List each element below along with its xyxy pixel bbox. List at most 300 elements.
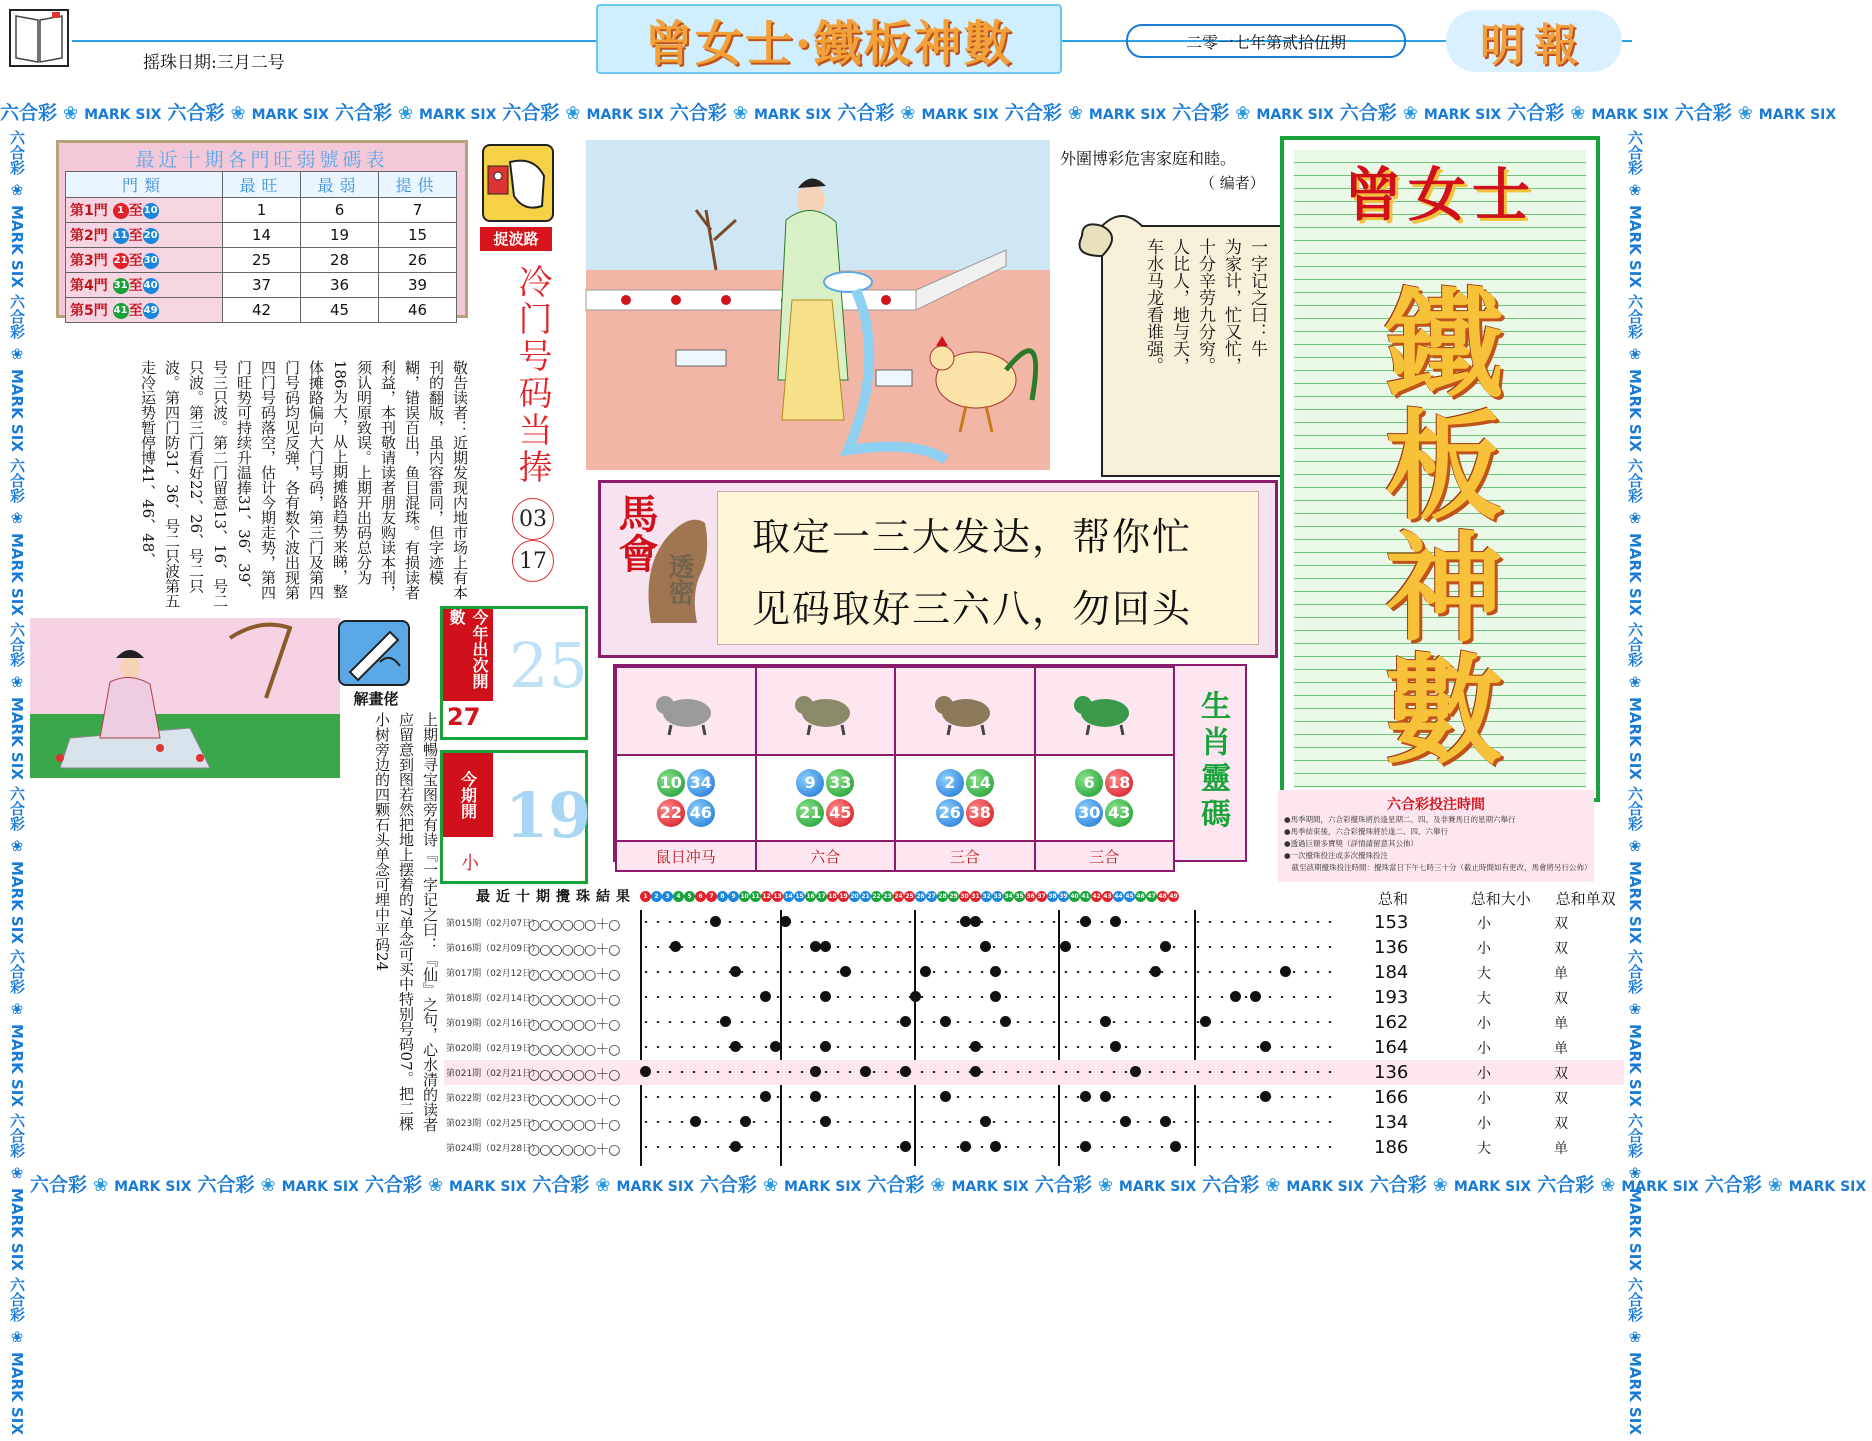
hit-dot [900, 1016, 911, 1027]
result-row [444, 1060, 1624, 1085]
banner-marksix-text: MARK SIX [1626, 1352, 1644, 1436]
zodiac-label: 三合 [895, 841, 1035, 871]
strip-ball: 38 [1048, 893, 1057, 900]
result-issue: 第021期（02月21日） [446, 1069, 541, 1079]
number-ball: 43 [1105, 799, 1133, 827]
best-cell: 37 [222, 273, 300, 298]
result-big-small: 小 [1477, 1091, 1491, 1107]
number-ball: 33 [826, 769, 854, 797]
hit-dot [1110, 1041, 1121, 1052]
flower-icon: ❀ [1600, 1175, 1616, 1196]
banner-marksix-text: MARK SIX [8, 1024, 26, 1108]
strip-ball: 41 [1081, 893, 1090, 900]
brush-icon [340, 622, 408, 684]
strip-ball: 12 [762, 893, 771, 900]
result-big-small: 大 [1477, 966, 1491, 982]
verse-line-1: 取定一三大发达，帮你忙 [752, 515, 1193, 559]
result-big-small: 大 [1477, 1141, 1491, 1157]
zodiac-animal-icon [651, 679, 721, 739]
banner-lhc-text: 六合彩 [1339, 102, 1397, 124]
strip-ball: 32 [982, 893, 991, 900]
strip-ball: 35 [1015, 893, 1024, 900]
result-big-small: 小 [1477, 1041, 1491, 1057]
title-panel [1280, 136, 1600, 802]
flower-icon: ❀ [1626, 344, 1644, 363]
banner-lhc-text: 六合彩 [1004, 102, 1062, 124]
banner-marksix-text: MARK SIX [586, 107, 664, 123]
banner-lhc-text: 六合彩 [1704, 1174, 1762, 1196]
result-row [444, 935, 1624, 960]
poem-line: 人比人，地与天， [1169, 238, 1189, 374]
explain-label: 解畫佬 [353, 690, 399, 708]
poem-line: 一字记之曰：牛 [1247, 238, 1267, 357]
result-circles-icon: ○○○○○○＋○ [528, 1092, 620, 1108]
hit-dot [900, 1141, 911, 1152]
banner-marksix-text: MARK SIX [1423, 107, 1502, 123]
strip-ball: 23 [883, 893, 892, 900]
strip-ball: 34 [1004, 893, 1013, 900]
number-ball: 14 [966, 769, 994, 797]
hit-dot [1200, 1016, 1211, 1027]
banner-lhc-text: 六合彩 [1674, 102, 1732, 124]
hit-dot [810, 1091, 821, 1102]
result-sum: 136 [1374, 1062, 1409, 1083]
zodiac-balls-cell [1035, 755, 1175, 841]
banner-marksix-text: MARK SIX [8, 860, 26, 944]
banner-lhc-text: 六合彩 [1626, 949, 1644, 995]
cold-number-2: 17 [512, 540, 554, 582]
poem-line: 车水马龙看谁强。 [1143, 238, 1163, 374]
hit-dot [820, 991, 831, 1002]
hit-dot [940, 1091, 951, 1102]
result-circles-icon: ○○○○○○＋○ [528, 1117, 620, 1133]
banner-marksix-text: MARK SIX [1626, 532, 1644, 616]
number-ball: 22 [657, 799, 685, 827]
hit-dot [1080, 916, 1091, 927]
hit-dot [960, 1141, 971, 1152]
hit-dot [740, 1116, 751, 1127]
flower-icon: ❀ [1737, 103, 1753, 124]
hit-dot [730, 966, 741, 977]
zodiac-animal-icon [930, 679, 1000, 739]
col-header: 提供 [378, 172, 456, 198]
flower-icon: ❀ [8, 1328, 26, 1347]
flower-icon: ❀ [8, 672, 26, 691]
col-header: 最旺 [222, 172, 300, 198]
banner-marksix-text: MARK SIX [281, 1179, 359, 1195]
door-stats-grid [65, 171, 457, 323]
number-ball: 38 [966, 799, 994, 827]
door-row [66, 198, 457, 223]
result-sum: 193 [1374, 987, 1409, 1008]
scroll-author: （ 编者） [1200, 174, 1265, 192]
brand-logo: 明報 [1446, 10, 1622, 72]
flower-icon: ❀ [930, 1175, 946, 1196]
hit-dot [1110, 916, 1121, 927]
zodiac-balls-cell [895, 755, 1035, 841]
hit-dot [1170, 1141, 1181, 1152]
hit-dot [720, 1016, 731, 1027]
draw-date: 摇珠日期:三月二号 [143, 53, 285, 73]
result-circles-icon: ○○○○○○＋○ [528, 992, 620, 1008]
flower-icon: ❀ [595, 1175, 611, 1196]
banner-lhc-text: 六合彩 [1034, 1174, 1092, 1196]
to-ball: 30 [143, 253, 159, 269]
scene-illustration-2 [30, 618, 340, 778]
result-odd-even: 双 [1554, 941, 1568, 957]
strip-ball: 15 [795, 893, 804, 900]
hit-dot [970, 1066, 981, 1077]
strip-ball: 30 [960, 893, 969, 900]
worst-cell: 36 [300, 273, 378, 298]
result-row [444, 1035, 1624, 1060]
strip-ball: 21 [861, 893, 870, 900]
door-name: 第2門 [70, 228, 108, 244]
hit-dot [900, 1066, 911, 1077]
result-odd-even: 双 [1554, 916, 1568, 932]
number-ball: 10 [657, 769, 685, 797]
banner-marksix-text: MARK SIX [1626, 205, 1644, 288]
result-big-small: 小 [1477, 941, 1491, 957]
banner-lhc-text: 六合彩 [8, 785, 26, 831]
banner-lhc-text: 六合彩 [8, 949, 26, 995]
banner-lhc-text: 六合彩 [867, 1174, 925, 1196]
strip-ball: 37 [1037, 893, 1046, 900]
strip-ball: 46 [1136, 893, 1145, 900]
strip-ball: 42 [1092, 893, 1101, 900]
number-ball: 9 [796, 769, 824, 797]
results-grid [444, 910, 1624, 1166]
banner-bottom [30, 1170, 1867, 1198]
banner-lhc-text: 六合彩 [1626, 1277, 1644, 1323]
number-strip [640, 886, 1179, 905]
banner-lhc-text: 六合彩 [1626, 293, 1644, 339]
to-label: 至 [128, 253, 143, 269]
banner-marksix-text: MARK SIX [1626, 860, 1644, 944]
verse-line-2: 见码取好三六八，勿回头 [752, 587, 1193, 631]
door-cell [66, 223, 223, 248]
banner-lhc-text: 六合彩 [8, 130, 26, 175]
result-circles-icon: ○○○○○○＋○ [528, 942, 620, 958]
col-odd-even: 总和单双 [1555, 890, 1616, 908]
result-sum: 162 [1374, 1012, 1409, 1033]
strip-ball: 33 [993, 893, 1002, 900]
col-big-small: 总和大小 [1470, 890, 1531, 908]
banner-lhc-text: 六合彩 [334, 102, 392, 124]
banner-marksix-text: MARK SIX [8, 696, 26, 780]
col-sum: 总和 [1378, 890, 1409, 908]
result-circles-icon: ○○○○○○＋○ [528, 1017, 620, 1033]
hit-dot [990, 966, 1001, 977]
result-sum: 164 [1374, 1037, 1409, 1058]
hit-dot [1230, 991, 1241, 1002]
hit-dot [1250, 991, 1261, 1002]
hit-dot [1100, 1016, 1111, 1027]
hit-dot [1080, 1091, 1091, 1102]
flower-icon: ❀ [8, 1000, 26, 1019]
result-sum: 134 [1374, 1112, 1409, 1133]
banner-lhc-text: 六合彩 [8, 457, 26, 503]
catch-icon [482, 144, 554, 222]
hit-dot [760, 1091, 771, 1102]
result-sum: 186 [1374, 1137, 1409, 1158]
explain-icon [338, 620, 410, 686]
banner-lhc-text: 六合彩 [1202, 1174, 1260, 1196]
schedule-item: 截至該期攪珠投注時間：攪珠當日下午七時三十分（截止時間如有更改，馬會將另行公佈） [1284, 863, 1592, 872]
hit-dot [940, 1016, 951, 1027]
panel-char-3: 神 [1384, 519, 1503, 658]
to-ball: 49 [143, 303, 159, 319]
flower-icon: ❀ [1626, 1164, 1644, 1183]
result-big-small: 小 [1477, 916, 1491, 932]
offer-cell: 46 [378, 298, 456, 323]
strip-ball: 25 [905, 893, 914, 900]
result-odd-even: 双 [1554, 1066, 1568, 1082]
strip-ball: 6 [695, 891, 706, 902]
result-issue: 第017期（02月12日） [446, 969, 541, 979]
banner-marksix-text: MARK SIX [1626, 1188, 1644, 1272]
flower-icon: ❀ [260, 1175, 276, 1196]
flower-icon: ❀ [427, 1175, 444, 1196]
dot-trail [640, 971, 1334, 973]
banner-marksix-text: MARK SIX [1626, 368, 1644, 452]
result-big-small: 大 [1477, 991, 1491, 1007]
hit-dot [820, 1041, 831, 1052]
flower-icon: ❀ [1767, 1175, 1783, 1196]
zodiac-label: 六合 [756, 841, 896, 871]
worst-cell: 6 [300, 198, 378, 223]
banner-lhc-text: 六合彩 [1626, 457, 1644, 503]
zodiac-balls-cell [756, 755, 896, 841]
number-ball: 30 [1075, 799, 1103, 827]
panel-char-2: 板 [1384, 397, 1503, 536]
banner-lhc-text: 六合彩 [1507, 102, 1565, 124]
strip-ball: 31 [971, 893, 980, 900]
strip-ball: 7 [706, 891, 717, 902]
strip-ball: 40 [1070, 893, 1079, 900]
door-stats-table [56, 140, 468, 318]
door-cell [66, 248, 223, 273]
banner-lhc-text: 六合彩 [197, 1174, 255, 1196]
result-issue: 第018期（02月14日） [446, 994, 541, 1004]
flower-icon: ❀ [1626, 1000, 1644, 1019]
result-issue: 第016期（02月09日） [446, 944, 541, 954]
hit-dot [1260, 1091, 1271, 1102]
door-name: 第3門 [70, 253, 108, 269]
strip-ball: 28 [938, 893, 947, 900]
hit-dot [910, 991, 921, 1002]
banner-lhc-text: 六合彩 [167, 102, 225, 124]
flower-icon: ❀ [1432, 1175, 1448, 1196]
banner-marksix-text: MARK SIX [1286, 1179, 1364, 1195]
strip-ball: 14 [784, 893, 793, 900]
result-circles-icon: ○○○○○○＋○ [528, 1067, 620, 1083]
result-sum: 166 [1374, 1087, 1409, 1108]
results-columns [1378, 888, 1616, 909]
year-draw-count: 27 [447, 703, 481, 731]
banner-lhc-text: 六合彩 [8, 621, 26, 667]
door-cell [66, 273, 223, 298]
result-circles-icon: ○○○○○○＋○ [528, 1142, 620, 1158]
strip-ball: 45 [1125, 893, 1134, 900]
hit-dot [1120, 1116, 1131, 1127]
dot-trail [640, 1146, 1334, 1148]
hit-dot [780, 916, 791, 927]
strip-ball: 19 [839, 893, 848, 900]
from-ball: 11 [113, 228, 129, 244]
hand-icon [484, 146, 552, 220]
zodiac-side-title: 生肖靈碼 [1195, 690, 1230, 834]
offer-cell: 15 [378, 223, 456, 248]
to-label: 至 [128, 303, 143, 319]
zodiac-animal-cell [756, 667, 896, 755]
banner-lhc-text: 六合彩 [1626, 130, 1644, 175]
panel-char-4: 數 [1384, 641, 1503, 780]
banner-marksix-text: MARK SIX [1626, 696, 1644, 780]
this-draw-number: 19 [505, 779, 592, 852]
schedule-list [1284, 814, 1592, 874]
schedule-item: ●透過巨額多寶獎（詳情請留意其公佈） [1284, 839, 1419, 848]
banner-marksix-text: MARK SIX [616, 1179, 694, 1195]
this-draw-size: 小 [461, 853, 479, 874]
banner-marksix-text: MARK SIX [951, 1179, 1029, 1195]
from-ball: 21 [113, 253, 129, 269]
strip-ball: 26 [916, 893, 925, 900]
scroll-poem [1140, 238, 1270, 448]
page-title: 曾女士·鐵板神數 [596, 4, 1062, 74]
banner-lhc-text: 六合彩 [1626, 621, 1644, 667]
schedule-title: 六合彩投注時間 [1387, 797, 1485, 813]
hit-dot [1080, 1141, 1091, 1152]
result-issue: 第020期（02月19日） [446, 1044, 541, 1054]
strip-ball: 10 [740, 893, 749, 900]
strip-ball: 29 [949, 893, 958, 900]
banner-lhc-text: 六合彩 [1626, 785, 1644, 831]
hit-dot [920, 966, 931, 977]
poem-line: 为家计，忙又忙， [1221, 238, 1241, 374]
to-ball: 10 [143, 203, 159, 219]
banner-marksix-text: MARK SIX [8, 205, 26, 288]
result-row [444, 1135, 1624, 1160]
schedule-item: ●馬季期間，六合彩攪珠將於逢星期二、四、及非賽馬日的星期六舉行 [1284, 815, 1516, 824]
banner-marksix-text: MARK SIX [8, 1188, 26, 1272]
banner-marksix-text: MARK SIX [251, 107, 329, 123]
strip-ball: 16 [806, 893, 815, 900]
strip-ball: 13 [773, 893, 782, 900]
result-circles-icon: ○○○○○○＋○ [528, 967, 620, 983]
strip-ball: 3 [662, 891, 673, 902]
result-odd-even: 单 [1554, 1141, 1568, 1157]
hit-dot [730, 1141, 741, 1152]
hit-dot [1100, 1091, 1111, 1102]
result-issue: 第022期（02月23日） [446, 1094, 541, 1104]
door-stats-title: 最近十期各門旺弱號碼表 [135, 149, 389, 171]
banner-marksix-text: MARK SIX [1591, 107, 1669, 123]
hit-dot [860, 1066, 871, 1077]
door-name: 第5門 [70, 303, 108, 319]
result-odd-even: 双 [1554, 991, 1568, 1007]
strip-ball: 43 [1103, 893, 1112, 900]
banner-marksix-text: MARK SIX [1453, 1179, 1532, 1195]
banner-left [4, 130, 28, 1436]
banner-marksix-text: MARK SIX [783, 1179, 862, 1195]
zodiac-animal-cell [616, 667, 756, 755]
door-name: 第4門 [70, 278, 108, 294]
banner-lhc-text: 六合彩 [669, 102, 727, 124]
number-ball: 2 [936, 769, 964, 797]
flower-icon: ❀ [230, 103, 246, 124]
strip-ball: 39 [1059, 893, 1068, 900]
result-odd-even: 单 [1554, 966, 1568, 982]
flower-icon: ❀ [8, 181, 26, 199]
horse-icon [641, 503, 715, 633]
zodiac-table [613, 664, 1247, 866]
banner-marksix-text: MARK SIX [419, 107, 497, 123]
hit-dot [670, 941, 681, 952]
panel-char-1: 鐵 [1384, 275, 1503, 414]
banner-lhc-text: 六合彩 [1172, 102, 1230, 124]
strip-ball: 11 [751, 893, 760, 900]
result-circles-icon: ○○○○○○＋○ [528, 917, 620, 933]
result-row [444, 960, 1624, 985]
zodiac-animal-icon [1069, 679, 1139, 739]
hit-dot [1160, 941, 1171, 952]
result-issue: 第015期（02月07日） [446, 919, 541, 929]
banner-marksix-text: MARK SIX [1621, 1179, 1699, 1195]
flower-icon: ❀ [93, 1175, 109, 1196]
strip-ball: 36 [1026, 893, 1035, 900]
flower-icon: ❀ [397, 103, 414, 124]
verse-box [717, 491, 1259, 645]
banner-marksix-text: MARK SIX [753, 107, 832, 123]
analysis-column: 敬告读者：近期发现内地市场上有本刊的翻版，虽内容雷同，但字迹模糊，错误百出，鱼目混珠。有损读者利益，本刊敬请读者朋友购读本刊，须认明原致误。上期开出码总分为186为大，从上期摊路趋势来睇，整体摊路偏向大门号码，第三门及第四门号码均见反弹，各有数个波出现第四门号码落空，估计今期走势，第四门旺势可持续升温捧31、36、39、号三只波。第二门留意13、16、号二只波。第三门看好22、26、号二只波。第四门防31、36、号二只波第五走冷运势暂停博41、46、48、 [139, 360, 469, 609]
flower-icon: ❀ [1626, 1328, 1644, 1347]
betting-schedule [1278, 790, 1594, 882]
result-sum: 153 [1374, 912, 1409, 933]
banner-lhc-text: 六合彩 [1369, 1174, 1427, 1196]
result-row [444, 1085, 1624, 1110]
zodiac-label: 鼠日冲马 [616, 841, 756, 871]
banner-top [0, 98, 1837, 124]
banner-marksix-text: MARK SIX [449, 1179, 527, 1195]
banner-lhc-text: 六合彩 [699, 1174, 757, 1196]
door-row [66, 248, 457, 273]
hit-dot [970, 1041, 981, 1052]
banner-lhc-text: 六合彩 [502, 102, 560, 124]
number-ball: 34 [687, 769, 715, 797]
banner-marksix-text: MARK SIX [84, 107, 162, 123]
strip-ball: 9 [728, 891, 739, 902]
zodiac-grid [615, 666, 1175, 872]
flower-icon: ❀ [565, 103, 581, 124]
flower-icon: ❀ [1067, 103, 1083, 124]
dot-trail [640, 1096, 1334, 1098]
strip-ball: 2 [651, 891, 662, 902]
result-row [444, 1110, 1624, 1135]
result-odd-even: 双 [1554, 1116, 1568, 1132]
flower-icon: ❀ [1265, 1175, 1281, 1196]
hit-dot [760, 991, 771, 1002]
catch-label: 捉波路 [480, 227, 552, 251]
banner-lhc-text: 六合彩 [364, 1174, 422, 1196]
number-ball: 26 [936, 799, 964, 827]
strip-ball: 17 [817, 893, 826, 900]
banner-marksix-text: MARK SIX [1088, 107, 1167, 123]
flower-icon: ❀ [762, 1175, 778, 1196]
banner-marksix-text: MARK SIX [1118, 1179, 1197, 1195]
hit-dot [970, 916, 981, 927]
flower-icon: ❀ [8, 1164, 26, 1183]
